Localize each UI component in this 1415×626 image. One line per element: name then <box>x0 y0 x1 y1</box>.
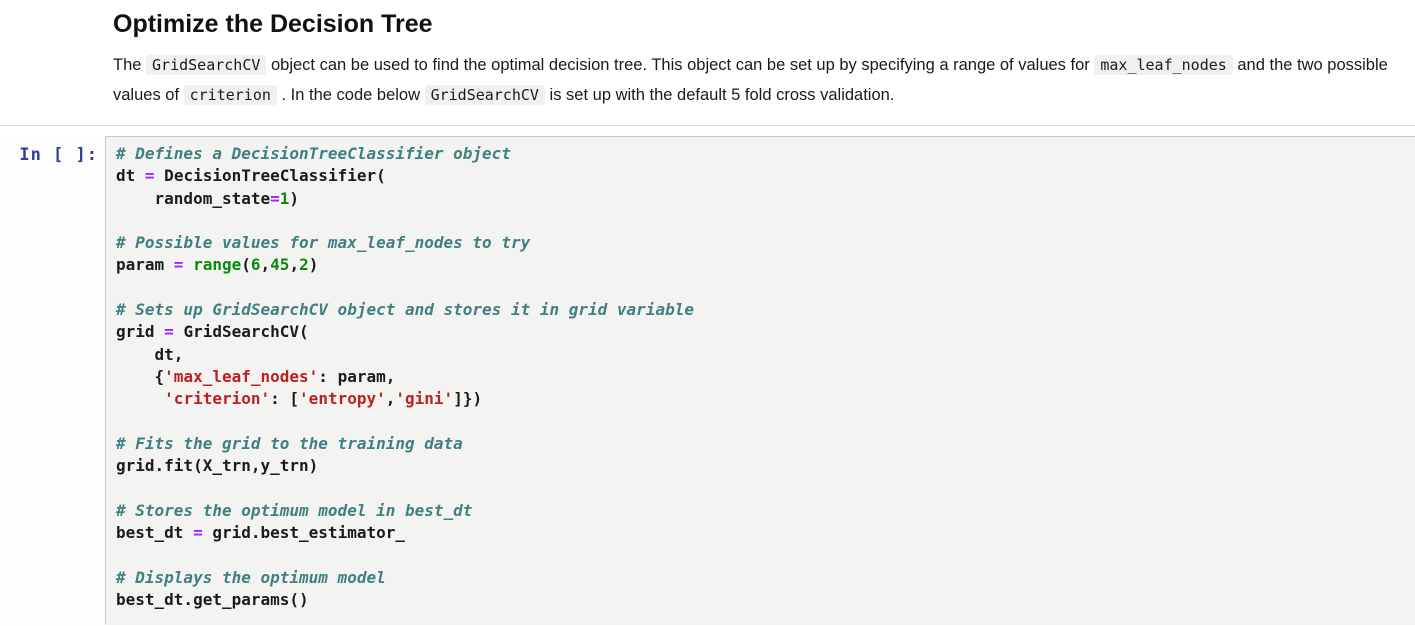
code-token-var: ) <box>308 255 319 275</box>
code-line <box>116 366 1405 388</box>
code-line <box>116 388 1405 410</box>
code-token-com: # Fits the grid to the training data <box>116 433 463 453</box>
code-line <box>116 522 1405 544</box>
code-line <box>116 277 1405 299</box>
code-line <box>116 165 1405 187</box>
code-token-op: = <box>193 523 203 543</box>
prompt-column <box>0 136 105 625</box>
code-token-var: , <box>289 255 300 275</box>
markdown-paragraph <box>113 50 1400 110</box>
code-line <box>116 455 1405 477</box>
input-prompt: In [ ]: <box>19 145 98 165</box>
code-editor[interactable] <box>105 136 1415 625</box>
code-token-var: dt <box>116 166 145 186</box>
paragraph-text: . In the code below <box>276 86 425 104</box>
markdown-cell[interactable] <box>0 0 1415 126</box>
code-line <box>116 411 1405 433</box>
code-token-var: grid.fit(X_trn,y_trn) <box>116 456 319 476</box>
code-line <box>116 433 1405 455</box>
code-line <box>116 188 1405 210</box>
code-token-var: { <box>116 366 165 386</box>
code-line <box>116 500 1405 522</box>
code-token-var: : [ <box>270 389 300 409</box>
paragraph-text: object can be used to find the optimal decision tree. This object can be set up by specifying a range of values for <box>266 56 1095 74</box>
code-token-op: = <box>270 188 280 208</box>
code-token-var: GridSearchCV( <box>173 322 309 342</box>
inline-code: max_leaf_nodes <box>1094 55 1232 75</box>
code-token-var: grid <box>116 322 165 342</box>
code-token-var: best_dt.get_params() <box>116 589 309 609</box>
inline-code: criterion <box>184 85 277 105</box>
code-line <box>116 477 1405 499</box>
code-line <box>116 544 1405 566</box>
paragraph-text: The <box>113 56 147 74</box>
code-token-var: DecisionTreeClassifier( <box>154 166 386 186</box>
paragraph-text: is set up with the default 5 fold cross validation. <box>544 86 895 104</box>
inline-code: GridSearchCV <box>146 55 266 75</box>
code-token-var: param <box>116 255 174 275</box>
code-token-str: 'criterion' <box>164 389 271 409</box>
code-token-var: grid.best_estimator_ <box>202 523 405 543</box>
code-line <box>116 321 1405 343</box>
code-token-var <box>183 255 193 274</box>
code-token-blt: range <box>193 255 242 275</box>
code-token-var: , <box>385 389 396 409</box>
code-token-op: = <box>173 255 184 275</box>
code-token-num: 2 <box>299 255 309 275</box>
code-token-var: : param, <box>318 366 396 386</box>
code-token-num: 45 <box>270 255 290 275</box>
inline-code: GridSearchCV <box>425 85 545 105</box>
code-line <box>116 210 1405 232</box>
paragraph-text: and the two possible values of <box>113 56 1388 104</box>
code-token-var: ) <box>289 188 300 208</box>
code-token-var: ( <box>241 255 251 275</box>
code-token-com: # Possible values for max_leaf_nodes to try <box>116 233 531 253</box>
code-token-num: 6 <box>250 255 261 275</box>
code-token-num: 1 <box>279 188 290 208</box>
code-line <box>116 299 1405 321</box>
code-token-com: # Stores the optimum model in best_dt <box>116 500 473 520</box>
code-token-op: = <box>164 322 174 342</box>
code-token-com: # Displays the optimum model <box>116 567 386 587</box>
code-token-var: ]}) <box>453 389 483 409</box>
code-token-com: # Defines a DecisionTreeClassifier object <box>116 144 511 163</box>
code-token-var: dt, <box>116 344 184 364</box>
code-line <box>116 567 1405 589</box>
code-line <box>116 254 1405 276</box>
page-title: Optimize the Decision Tree <box>113 10 433 38</box>
code-cell <box>0 136 1415 625</box>
code-line <box>116 232 1405 254</box>
code-token-op: = <box>144 166 155 186</box>
code-token-var <box>116 389 164 408</box>
code-line <box>116 143 1405 165</box>
code-token-str: 'max_leaf_nodes' <box>164 366 319 386</box>
code-line <box>116 589 1405 611</box>
code-token-var: best_dt <box>116 523 194 543</box>
code-token-com: # Sets up GridSearchCV object and stores it in grid variable <box>116 300 694 320</box>
code-token-str: 'gini' <box>395 389 454 409</box>
code-token-var: , <box>260 255 271 275</box>
code-token-var: random_state <box>116 188 271 208</box>
code-line <box>116 344 1405 366</box>
code-token-str: 'entropy' <box>299 389 386 409</box>
